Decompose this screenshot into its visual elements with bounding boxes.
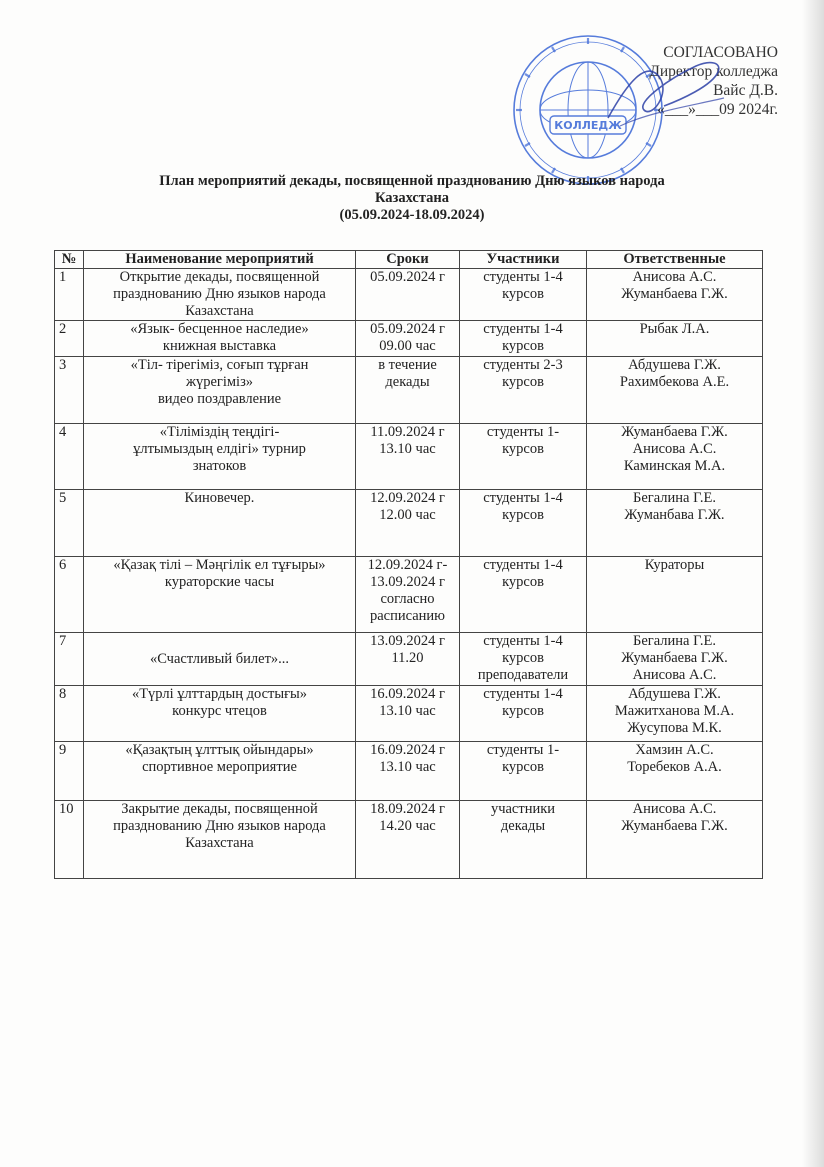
- event-date: 05.09.2024 г 09.00 час: [356, 321, 460, 357]
- event-responsible: Анисова А.С. Жуманбаева Г.Ж.: [587, 269, 763, 321]
- event-date: 05.09.2024 г: [356, 269, 460, 321]
- event-responsible: Жуманбаева Г.Ж. Анисова А.С. Каминская М.А.: [587, 424, 763, 490]
- row-number: 10: [55, 801, 84, 879]
- table-row: [55, 557, 763, 633]
- page-edge-shadow: [802, 0, 824, 1167]
- event-participants: студенты 2-3 курсов: [460, 357, 587, 424]
- event-date: 18.09.2024 г 14.20 час: [356, 801, 460, 879]
- event-participants: студенты 1-4 курсов: [460, 557, 587, 633]
- approval-signer: Вайс Д.В.: [713, 82, 778, 99]
- approval-position: Директор колледжа: [649, 63, 778, 80]
- table-row: [55, 424, 763, 490]
- event-participants: студенты 1-4 курсов: [460, 269, 587, 321]
- approval-date: «___»___09 2024г.: [657, 101, 778, 118]
- row-number: 7: [55, 633, 84, 686]
- row-number: 2: [55, 321, 84, 357]
- event-participants: студенты 1-4 курсов: [460, 686, 587, 742]
- row-number: 5: [55, 490, 84, 557]
- table-row: [55, 742, 763, 801]
- title-line-2: Казахстана: [374, 190, 450, 206]
- table-row: [55, 686, 763, 742]
- event-name: «Счастливый билет»...: [84, 633, 356, 686]
- event-participants: студенты 1-4 курсов: [460, 321, 587, 357]
- event-responsible: Абдушева Г.Ж. Рахимбекова А.Е.: [587, 357, 763, 424]
- header-number: №: [55, 251, 84, 269]
- event-name: Закрытие декады, посвященной празднованию Дню языков народа Казахстана: [84, 801, 356, 879]
- event-date: 12.09.2024 г 12.00 час: [356, 490, 460, 557]
- event-name: «Қазақтың ұлттық ойындары» спортивное мероприятие: [84, 742, 356, 801]
- event-participants: студенты 1- курсов: [460, 742, 587, 801]
- header-responsible: Ответственные: [587, 251, 763, 269]
- approval-heading: СОГЛАСОВАНО: [663, 44, 778, 61]
- event-responsible: Анисова А.С. Жуманбаева Г.Ж.: [587, 801, 763, 879]
- event-responsible: Кураторы: [587, 557, 763, 633]
- table-row: [55, 490, 763, 557]
- event-name: «Язык- бесценное наследие» книжная выставка: [84, 321, 356, 357]
- row-number: 4: [55, 424, 84, 490]
- table-row: [55, 269, 763, 321]
- event-date: 13.09.2024 г 11.20: [356, 633, 460, 686]
- event-name: «Қазақ тілі – Мәңгілік ел тұғыры» кураторские часы: [84, 557, 356, 633]
- event-responsible: Бегалина Г.Е. Жуманбаева Г.Ж. Анисова А.С.: [587, 633, 763, 686]
- table-row: [55, 357, 763, 424]
- table-row: [55, 321, 763, 357]
- table-row: [55, 801, 763, 879]
- plan-title: [60, 173, 764, 224]
- title-line-3: (05.09.2024-18.09.2024): [339, 207, 485, 223]
- event-name: Открытие декады, посвященной празднованию Дню языков народа Казахстана: [84, 269, 356, 321]
- row-number: 9: [55, 742, 84, 801]
- event-date: 16.09.2024 г 13.10 час: [356, 742, 460, 801]
- event-name: «Түрлі ұлттардың достығы» конкурс чтецов: [84, 686, 356, 742]
- table-row: [55, 633, 763, 686]
- row-number: 3: [55, 357, 84, 424]
- event-responsible: Рыбак Л.А.: [587, 321, 763, 357]
- event-name: «Тіліміздің теңдігі- ұлтымыздың елдігі» турнир знатоков: [84, 424, 356, 490]
- event-responsible: Хамзин А.С. Торебеков А.А.: [587, 742, 763, 801]
- event-participants: студенты 1- курсов: [460, 424, 587, 490]
- event-date: 11.09.2024 г 13.10 час: [356, 424, 460, 490]
- header-event-name: Наименование мероприятий: [84, 251, 356, 269]
- director-signature: [600, 48, 730, 138]
- title-line-1: План мероприятий декады, посвященной празднованию Дню языков народа: [159, 173, 665, 189]
- event-responsible: Абдушева Г.Ж. Мажитханова М.А. Жусупова М.К.: [587, 686, 763, 742]
- event-date: 12.09.2024 г- 13.09.2024 г согласно расписанию: [356, 557, 460, 633]
- event-responsible: Бегалина Г.Е. Жуманбава Г.Ж.: [587, 490, 763, 557]
- event-name: Киновечер.: [84, 490, 356, 557]
- events-table: [54, 250, 763, 879]
- event-date: 16.09.2024 г 13.10 час: [356, 686, 460, 742]
- row-number: 6: [55, 557, 84, 633]
- header-participants: Участники: [460, 251, 587, 269]
- event-participants: студенты 1-4 курсов: [460, 490, 587, 557]
- row-number: 1: [55, 269, 84, 321]
- row-number: 8: [55, 686, 84, 742]
- event-participants: студенты 1-4 курсов преподаватели: [460, 633, 587, 686]
- event-name: «Тіл- тірегіміз, соғып тұрған жүрегіміз» видео поздравление: [84, 357, 356, 424]
- stamp-label: КОЛЛЕДЖ: [554, 119, 622, 132]
- header-dates: Сроки: [356, 251, 460, 269]
- event-participants: участники декады: [460, 801, 587, 879]
- event-date: в течение декады: [356, 357, 460, 424]
- table-header-row: [55, 251, 763, 269]
